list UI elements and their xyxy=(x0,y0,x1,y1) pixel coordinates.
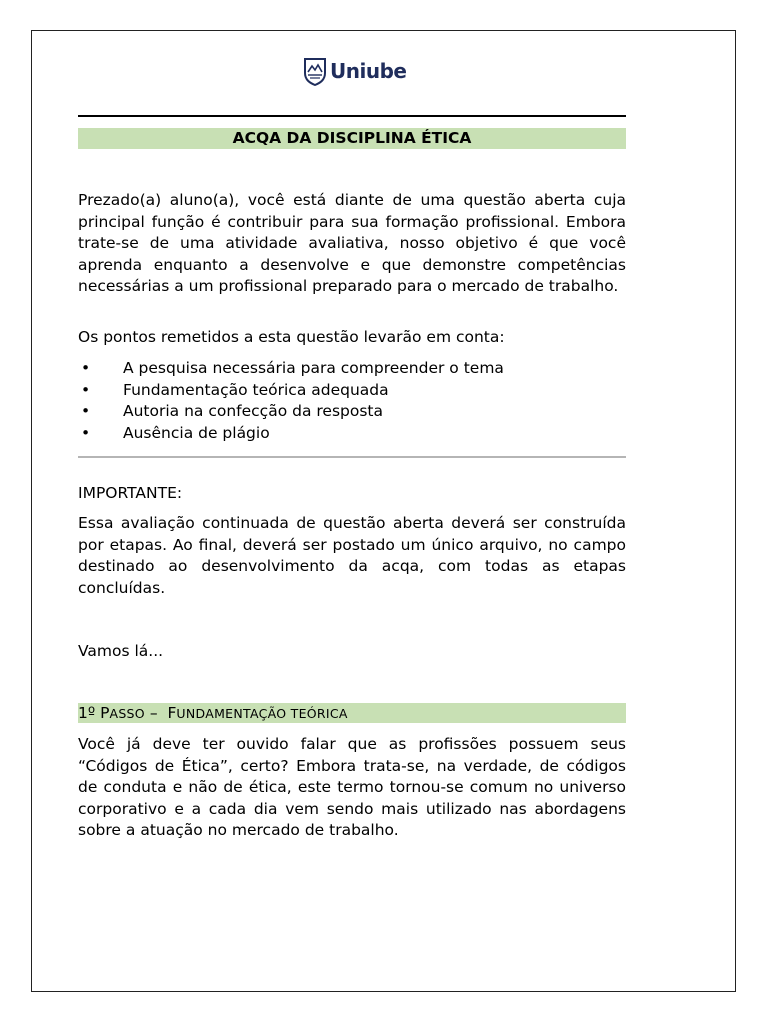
bullet-icon: • xyxy=(81,423,91,442)
criteria-intro: Os pontos remetidos a esta questão levarão em conta: xyxy=(78,328,505,346)
bullet-icon: • xyxy=(81,380,91,399)
bullet-icon: • xyxy=(81,359,91,377)
criteria-list xyxy=(78,358,626,444)
step1-heading: 1º PASSO – FUNDAMENTAÇÃO TEÓRICA xyxy=(78,703,626,723)
header-rule xyxy=(78,115,626,117)
uniube-shield-icon xyxy=(303,56,327,86)
document-title: ACQA DA DISCIPLINA ÉTICA xyxy=(78,128,626,149)
logo-text: Uniube xyxy=(330,59,407,83)
important-label: IMPORTANTE: xyxy=(78,484,183,502)
section-divider xyxy=(78,456,626,458)
list-item: • Autoria na confecção da resposta xyxy=(78,401,626,423)
list-item: • Ausência de plágio xyxy=(78,423,626,445)
lets-go-text: Vamos lá... xyxy=(78,642,164,660)
bullet-icon: • xyxy=(81,402,91,420)
list-item: • Fundamentação teórica adequada xyxy=(78,380,626,402)
document-page xyxy=(31,30,736,992)
intro-paragraph: Prezado(a) aluno(a), você está diante de uma questão aberta cuja principal função é contribuir para sua formação profissional. Embora trate-se de uma atividade avaliativa, nosso objetivo é que você aprenda enquanto a desenvolve e que demonstre competências necessárias a um profissional preparado para o mercado de trabalho. xyxy=(78,191,626,295)
uniube-logo xyxy=(303,55,406,87)
list-item: • A pesquisa necessária para compreender o tema xyxy=(78,358,626,380)
step1-paragraph: Você já deve ter ouvido falar que as profissões possuem seus “Códigos de Ética”, certo? Embora trata-se, na verdade, de códigos de conduta e não de ética, este termo tornou-se comum no universo corporativo e a cada dia vem sendo mais utilizado nas abordagens sobre a atuação no mercado de trabalho. xyxy=(78,735,626,839)
important-text: Essa avaliação continuada de questão aberta deverá ser construída por etapas. Ao final, deverá ser postado um único arquivo, no campo destinado ao desenvolvimento da acqa, com todas as etapas concluídas. xyxy=(78,514,626,597)
